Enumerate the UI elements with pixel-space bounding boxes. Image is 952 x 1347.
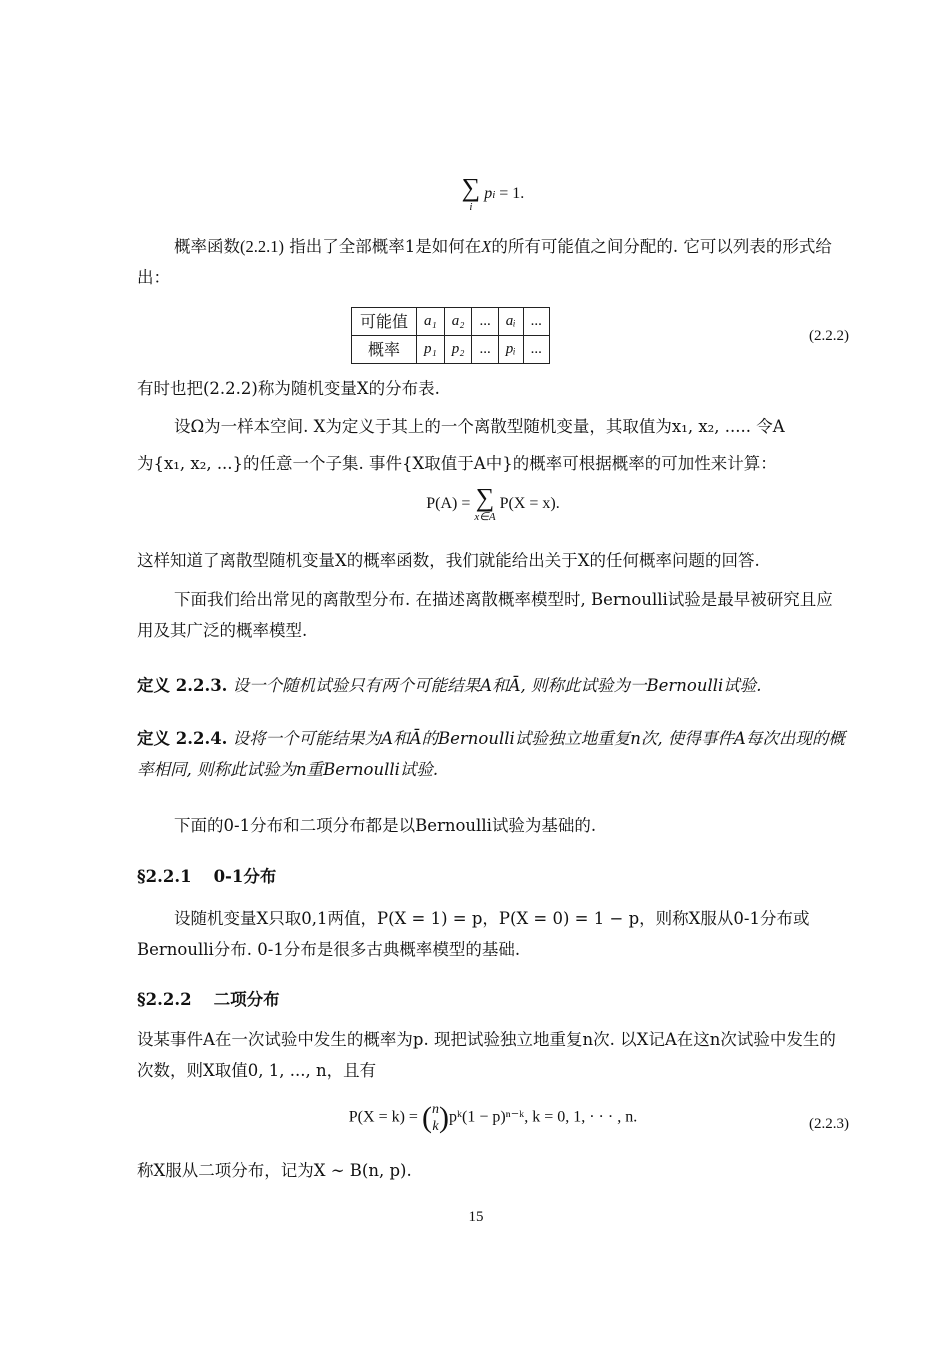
equation-sum-pi: ∑ i pi = 1. bbox=[461, 173, 525, 213]
table-header-probability: 概率 bbox=[352, 336, 417, 364]
paragraph-distribution-table-note: 有时也把(2.2.2)称为随机变量X的分布表. bbox=[137, 379, 440, 398]
table-cell: pᵢ bbox=[498, 336, 523, 364]
paragraph-binomial-notation: 称X服从二项分布，记为X ∼ B(n, p). bbox=[137, 1161, 412, 1180]
equation-p-of-a: P(A) = ∑ x∈A P(X = x). bbox=[426, 483, 560, 523]
section-heading-0-1-distribution: §2.2.1 0-1分布 bbox=[137, 867, 277, 886]
paragraph-sample-space-line2: 为{x₁, x₂, ...}的任意一个子集. 事件{X取值于A中}的概率可根据概率的可加性来计算： bbox=[137, 454, 777, 473]
table-cell: a₂ bbox=[444, 308, 472, 336]
table-cell: p₁ bbox=[417, 336, 445, 364]
section-heading-binomial-distribution: §2.2.2 二项分布 bbox=[137, 990, 280, 1009]
paragraph-binomial-setup: 设某事件A在一次试验中发生的概率为p. 现把试验独立地重复n次. 以X记A在这n次试验中发生的次数，则X取值0, 1, ..., n，且有 bbox=[137, 1030, 836, 1081]
table-cell: aᵢ bbox=[498, 308, 523, 336]
paragraph-sample-space-line1: 设Ω为一样本空间. X为定义于其上的一个离散型随机变量，其取值为x₁, x₂, ..... 令A bbox=[174, 417, 785, 436]
table-cell: ... bbox=[523, 308, 549, 336]
table-cell: ... bbox=[472, 308, 498, 336]
paragraph-probability-function: 概率函数(2.2.1) 指出了全部概率1是如何在X的所有可能值之间分配的. 它可以列表的形式给出： bbox=[137, 237, 832, 288]
table-cell: p₂ bbox=[444, 336, 472, 364]
distribution-table bbox=[351, 307, 550, 364]
paragraph-bernoulli-basis: 下面的0-1分布和二项分布都是以Bernoulli试验为基础的. bbox=[174, 816, 597, 835]
equation-number-2-2-3: (2.2.3) bbox=[809, 1116, 849, 1132]
page-number: 15 bbox=[468, 1209, 484, 1225]
sum-operator: ∑ i bbox=[461, 173, 481, 213]
binom-left-paren: ( bbox=[421, 1101, 432, 1134]
binom-right-paren: ) bbox=[438, 1101, 449, 1134]
definition-2-2-4: 定义 2.2.4. 设将一个可能结果为A和Ā的Bernoulli试验独立地重复n次, 使得事件A每次出现的概率相同, 则称此试验为n重Bernoulli试验. bbox=[137, 729, 845, 780]
definition-2-2-3: 定义 2.2.3. 设一个随机试验只有两个可能结果A和Ā, 则称此试验为一Bernoulli试验. bbox=[137, 676, 762, 695]
table-row-probabilities bbox=[352, 336, 550, 364]
paragraph-0-1-distribution: 设随机变量X只取0,1两值，P(X = 1) = p，P(X = 0) = 1 − p，则称X服从0-1分布或Bernoulli分布. 0-1分布是很多古典概率模型的基础. bbox=[137, 909, 810, 960]
table-cell: a₁ bbox=[417, 308, 445, 336]
equation-number-2-2-2: (2.2.2) bbox=[809, 328, 849, 344]
paragraph-bernoulli-intro: 下面我们给出常见的离散型分布. 在描述离散概率模型时, Bernoulli试验是最早被研究且应用及其广泛的概率模型. bbox=[137, 590, 833, 641]
paragraph-discrete-answer: 这样知道了离散型随机变量X的概率函数，我们就能给出关于X的任何概率问题的回答. bbox=[137, 551, 760, 570]
table-header-values: 可能值 bbox=[352, 308, 417, 336]
sum-operator: ∑ x∈A bbox=[474, 483, 496, 523]
table-row-values bbox=[352, 308, 550, 336]
table-cell: ... bbox=[472, 336, 498, 364]
equation-binomial: P(X = k) = (n k)pᵏ(1 − p)ⁿ⁻ᵏ, k = 0, 1, · · · , n. bbox=[348, 1101, 638, 1134]
binomial-coefficient: n k bbox=[431, 1102, 439, 1134]
table-cell: ... bbox=[523, 336, 549, 364]
